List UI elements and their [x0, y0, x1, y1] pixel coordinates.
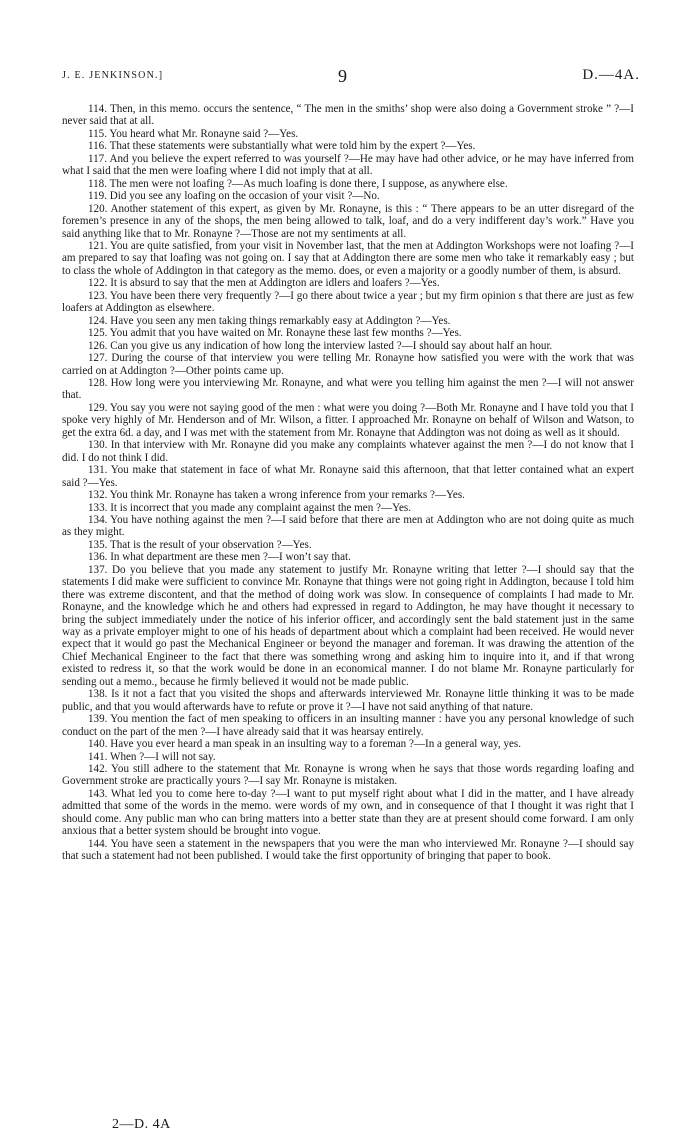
- paragraph-133: 133. It is incorrect that you made any complaint against the men ?—Yes.: [88, 501, 411, 514]
- paragraph-120: 120. Another statement of this expert, as given by Mr. Ronayne, is this : “ There appears to be an utter disregard of the foremen’s presence in any of the shops, the men being allowed to talk, loaf, and do a very indifferent day’s work.” Have you said anything like that to Mr. Ronayne ?—Those are not my sentiments at all.: [62, 202, 634, 240]
- paragraph-143: 143. What led you to come here to-day ?—I want to put myself right about what I did in the matter, and I have already admitted that some of the words in the memo. were words of my own, and in consequence of that I thought it was right that I should come. Any public man who can bring matters into a better state than they are at present should come forward. I am only anxious that a better system should be brought into vogue.: [62, 787, 634, 838]
- paragraph-119: 119. Did you see any loafing on the occasion of your visit ?—No.: [88, 190, 380, 203]
- paragraph-129: 129. You say you were not saying good of the men : what were you doing ?—Both Mr. Ronayne and I have told you that I spoke very highly of Mr. Henderson and of Mr. Wilson, a fitter. I approached Mr. Ronayne on behalf of Wilson and Watson, to get the extra 6d. a day, and I was met with the statement from Mr. Ronayne that Addington was not doing as well as it should.: [62, 401, 634, 439]
- paragraph-127: 127. During the course of that interview you were telling Mr. Ronayne how satisfied you were with the work that was carried on at Addington ?—Other points came up.: [62, 352, 634, 377]
- paragraph-128: 128. How long were you interviewing Mr. Ronayne, and what were you telling him against the men ?—I will not answer that.: [62, 376, 634, 402]
- header-document-code: D.—4A.: [582, 67, 640, 83]
- paragraph-141: 141. When ?—I will not say.: [88, 750, 216, 763]
- paragraph-123: 123. You have been there very frequently ?—I go there about twice a year ; but my firm opinion s that there are just as few loafers at Addington as elsewhere.: [62, 289, 634, 315]
- paragraph-138: 138. Is it not a fact that you visited the shops and afterwards interviewed Mr. Ronayne little thinking it was to be made public, and that you would afterwards have to refute or prove it ?—I have not said anything of that nature.: [62, 688, 634, 713]
- paragraph-121: 121. You are quite satisfied, from your visit in November last, that the men at Addington Workshops were not loafing ?—I am prepared to say that loafing was not going on. I say that at Addington there are some men who take it remarkably easy ; but to class the whole of Addington in that category as the memo. does, or even a majority or a goodly number of them, is absurd.: [62, 239, 634, 277]
- header-witness-name: J. E. JENKINSON.]: [62, 70, 164, 81]
- paragraph-130: 130. In that interview with Mr. Ronayne did you make any complaints whatever against the men ?—I do not know that I did. I do not think I did.: [62, 439, 634, 464]
- paragraph-114: 114. Then, in this memo. occurs the sentence, “ The men in the smiths’ shop were also doing a Government stroke ” ?—I never said that at all.: [62, 103, 634, 128]
- page-header: [62, 66, 640, 86]
- paragraph-118: 118. The men were not loafing ?—As much loafing is done there, I suppose, as anywhere else.: [88, 177, 508, 190]
- paragraph-132: 132. You think Mr. Ronayne has taken a wrong inference from your remarks ?—Yes.: [88, 489, 465, 502]
- paragraph-131: 131. You make that statement in face of what Mr. Ronayne said this afternoon, that that letter contained what an expert said ?—Yes.: [62, 464, 634, 489]
- paragraph-135: 135. That is the result of your observation ?—Yes.: [88, 538, 312, 551]
- paragraph-134: 134. You have nothing against the men ?—I said before that there are men at Addington who are not doing quite as much as they might.: [62, 513, 634, 539]
- paragraph-122: 122. It is absurd to say that the men at Addington are idlers and loafers ?—Yes.: [88, 277, 440, 290]
- page-number: 9: [338, 66, 347, 86]
- paragraph-126: 126. Can you give us any indication of how long the interview lasted ?—I should say about half an hour.: [88, 339, 553, 352]
- testimony-body: [62, 103, 634, 863]
- paragraph-137: 137. Do you believe that you made any statement to justify Mr. Ronayne writing that letter ?—I should say that the statements I did make were sufficient to convince Mr. Ronayne that things were not going right in Addington, because I told him there was extreme discontent, and that the method of doing work was slow. In consequence of complaints I had made to Mr. Ronayne, and the knowledge which he and others had expressed in regard to Addington, he may have thought it necessary to bring the subject immediately under the notice of his inferior officer, and accordingly sent the bald statement just in the same way as a private employer might to one of his heads of department about which a complaint had been received. He would never expect that it would go past the Mechanical Engineer or beyond the manager and foreman. It was drawing the attention of the Chief Mechanical Engineer to the fact that there was something wrong and asking him to inquire into it, and if that wrong existed to redress it, so that the work would be done in an economical manner. I do not blame Mr. Ronayne particularly for sending out a memo., because he firmly believed it would not be made public.: [62, 563, 634, 688]
- paragraph-144: 144. You have seen a statement in the newspapers that you were the man who interviewed Mr. Ronayne ?—I should say that such a statement had not been published. I would take the first opportunity of bringing that paper to book.: [62, 837, 634, 863]
- paragraph-125: 125. You admit that you have waited on Mr. Ronayne these last few months ?—Yes.: [88, 327, 462, 340]
- paragraph-142: 142. You still adhere to the statement that Mr. Ronayne is wrong when he says that those words regarding loafing and Government stroke are practically yours ?—I say Mr. Ronayne is mistaken.: [62, 763, 634, 788]
- paragraph-124: 124. Have you seen any men taking things remarkably easy at Addington ?—Yes.: [88, 314, 451, 327]
- paragraph-116: 116. That these statements were substantially what were told him by the expert ?—Yes.: [88, 140, 476, 153]
- signature-mark: 2—D. 4A: [112, 1117, 171, 1132]
- paragraph-115: 115. You heard what Mr. Ronayne said ?—Yes.: [88, 127, 299, 140]
- paragraph-117: 117. And you believe the expert referred to was yourself ?—He may have had other advice, or he may have inferred from what I said that the men were loafing where I did not imply that at all.: [62, 152, 634, 178]
- paragraph-140: 140. Have you ever heard a man speak in an insulting way to a foreman ?—In a general way, yes.: [88, 738, 522, 751]
- paragraph-136: 136. In what department are these men ?—I won’t say that.: [88, 551, 351, 564]
- paragraph-139: 139. You mention the fact of men speaking to officers in an insulting manner : have you any personal knowledge of such conduct on the part of the men ?—I have already said that it was hearsay entirely.: [62, 713, 634, 738]
